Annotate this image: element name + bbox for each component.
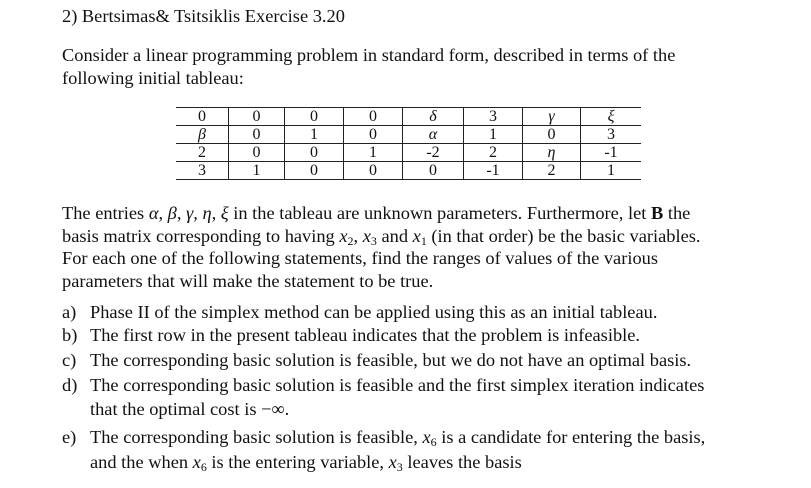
tableau-cell: 3 — [464, 108, 523, 126]
tableau-cell: 0 — [229, 108, 285, 126]
tableau-cell: 2 — [523, 162, 581, 180]
tableau-cell: 0 — [285, 162, 344, 180]
statement-a — [62, 301, 657, 324]
statement-label: e) — [62, 427, 77, 447]
tableau-cell: 0 — [344, 108, 403, 126]
tableau-cell: 1 — [344, 144, 403, 162]
tableau-cell: 0 — [176, 108, 229, 126]
tableau-cell: -2 — [403, 144, 464, 162]
statement-text: The corresponding basic solution is feasible and the first simplex iteration indicates — [90, 375, 705, 395]
tableau-row — [176, 144, 641, 162]
tableau-cell: 1 — [581, 162, 642, 180]
statement-label: b) — [62, 325, 78, 345]
statement-text: Phase II of the simplex method can be applied using this as an initial tableau. — [90, 302, 658, 322]
tableau-cell: δ — [403, 108, 464, 126]
exercise-title: 2) Bertsimas& Tsitsiklis Exercise 3.20 — [62, 6, 345, 26]
tableau-cell: 2 — [176, 144, 229, 162]
tableau-cell: 0 — [229, 126, 285, 144]
intro-line-2: following initial tableau: — [62, 67, 244, 88]
tableau-row — [176, 126, 641, 144]
tableau-cell: 0 — [523, 126, 581, 144]
tableau-cell: 3 — [176, 162, 229, 180]
body-line-4: parameters that will make the statement to be true. — [62, 270, 434, 291]
tableau-cell: 0 — [285, 144, 344, 162]
statement-e — [62, 426, 705, 449]
statement-text: The corresponding basic solution is feasible, but we do not have an optimal basis. — [90, 350, 692, 370]
tableau-cell: 0 — [229, 144, 285, 162]
problem-body — [62, 202, 701, 292]
statement-d-continued: that the optimal cost is −∞. — [90, 399, 290, 419]
tableau-cell: 1 — [285, 126, 344, 144]
statement-text: The corresponding basic solution is feasible, $x_6$ is a candidate for entering the basis, — [90, 427, 706, 449]
tableau-cell: -1 — [581, 144, 642, 162]
tableau-cell: 0 — [344, 162, 403, 180]
intro-line-1: Consider a linear programming problem in standard form, described in terms of the — [62, 45, 676, 65]
parameter-list: α, β, γ, η, ξ — [148, 203, 229, 223]
statement-e-continued: and the when $x_6$ is the entering variable, $x_3$ leaves the basis — [90, 452, 522, 474]
tableau-cell: -1 — [464, 162, 523, 180]
tableau-cell: β — [176, 126, 229, 144]
intro-paragraph — [62, 44, 675, 89]
statement-label: d) — [62, 375, 78, 395]
tableau-row — [176, 108, 641, 126]
tableau-cell: γ — [523, 108, 581, 126]
body-line-2: basis matrix corresponding to having $x_2$, $x_3$ and $x_1$ (in that order) be the basic variables. — [62, 225, 701, 248]
tableau-cell: ξ — [581, 108, 642, 126]
statement-d — [62, 374, 704, 397]
initial-tableau — [176, 107, 641, 180]
tableau-cell: 0 — [285, 108, 344, 126]
body-line-1: The entries α, β, γ, η, ξ in the tableau are unknown parameters. Furthermore, let B the — [62, 203, 691, 223]
tableau-cell: 3 — [581, 126, 642, 144]
statement-label: a) — [62, 302, 77, 322]
tableau-cell: 0 — [403, 162, 464, 180]
basis-matrix-symbol: B — [650, 203, 664, 223]
tableau-cell: η — [523, 144, 581, 162]
tableau-cell: 2 — [464, 144, 523, 162]
statement-text: The first row in the present tableau indicates that the problem is infeasible. — [90, 325, 641, 345]
statement-c — [62, 349, 691, 372]
tableau-cell: 1 — [229, 162, 285, 180]
tableau-cell: 1 — [464, 126, 523, 144]
statement-label: c) — [62, 350, 77, 370]
tableau-row — [176, 162, 641, 180]
statement-b — [62, 324, 640, 347]
tableau-cell: 0 — [344, 126, 403, 144]
tableau-cell: α — [403, 126, 464, 144]
body-line-3: For each one of the following statements, find the ranges of values of the various — [62, 248, 658, 269]
